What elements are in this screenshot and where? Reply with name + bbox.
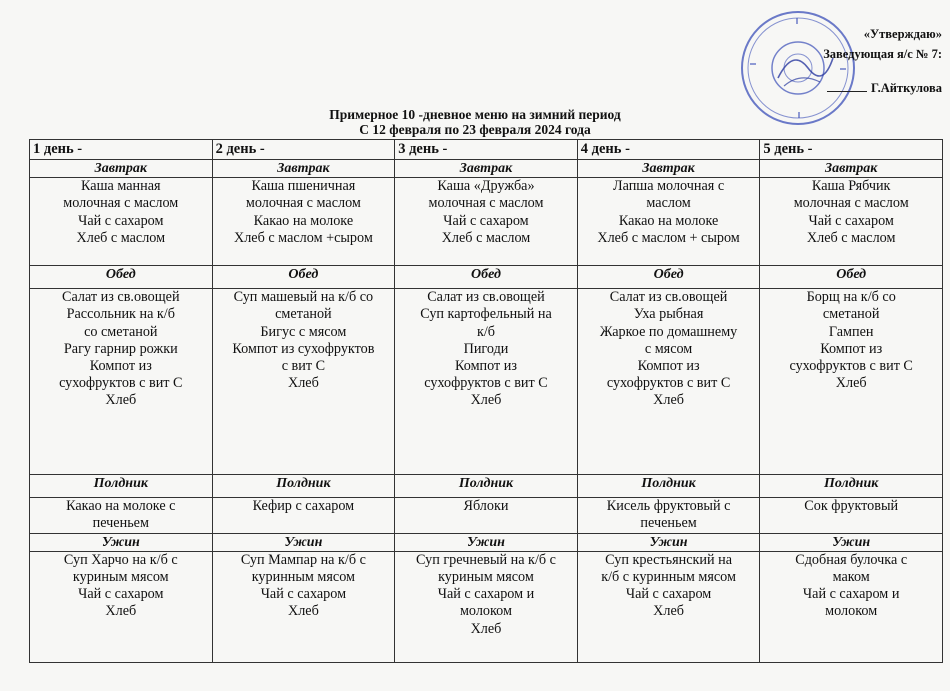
signature-underline [827, 91, 867, 92]
dish-line: Салат из св.овощей [62, 289, 180, 306]
dinner-cell [395, 551, 578, 662]
lunch-cell [577, 289, 760, 475]
dish-line: Гампен [828, 323, 874, 340]
dish-line: Чай с сахаром [78, 586, 164, 603]
dish-line: сухофруктов с вит С [606, 375, 731, 392]
title-line-1: Примерное 10 -дневное меню на зимний период [329, 107, 621, 122]
dish-line: Рассольник на к/б [66, 306, 175, 323]
dish-line: Какао на молоке [618, 212, 719, 229]
dish-line: Хлеб [653, 603, 684, 620]
day-header: 3 день - [395, 140, 578, 160]
dish-line: Салат из св.овощей [427, 289, 545, 306]
dish-line: Хлеб [287, 375, 319, 392]
meal-label: Завтрак [395, 160, 578, 178]
dish-line: Каша пшеничная [251, 178, 356, 195]
dish-line: Рагу гарнир рожки [63, 340, 178, 357]
dish-line: Хлеб с маслом [76, 229, 166, 246]
dish-line: куринным мясом [251, 569, 356, 586]
approval-position: Заведующая я/с № 7: [823, 47, 942, 61]
meal-label: Ужин [395, 533, 578, 551]
dish-line: Компот из [454, 358, 517, 375]
dish-line: Сдобная булочка с [795, 551, 908, 568]
days-header-row [30, 140, 943, 160]
meal-label: Полдник [212, 475, 395, 498]
dish-line: молочная с маслом [793, 195, 909, 212]
dish-line: Компот из [637, 358, 700, 375]
meal-label: Ужин [760, 533, 943, 551]
dish-line: куриным мясом [438, 569, 534, 586]
dish-line: Кефир с сахаром [252, 498, 355, 515]
breakfast-cell [212, 178, 395, 266]
document-title [0, 107, 950, 137]
dish-line: Хлеб [470, 392, 502, 409]
day-header: 1 день - [30, 140, 213, 160]
dish-line: Хлеб с маслом [806, 229, 896, 246]
dish-line: Хлеб [287, 603, 319, 620]
title-line-2: С 12 февраля по 23 февраля 2024 года [359, 122, 591, 137]
dish-line: Кисель фруктовый с [606, 498, 731, 515]
dish-line: Жаркое по домашнему [599, 323, 738, 340]
dish-line: со сметаной [84, 323, 158, 340]
snack-row [30, 498, 943, 533]
dish-line: Суп Мампар на к/б с [240, 551, 366, 568]
meal-row-lunch [30, 266, 943, 289]
dish-line: Чай с сахаром и [437, 586, 535, 603]
meal-row-snack [30, 475, 943, 498]
dish-line: печеньем [640, 515, 697, 532]
dish-line: с мясом [644, 340, 693, 357]
dish-line: сметаной [275, 306, 332, 323]
snack-cell [760, 498, 943, 533]
lunch-cell [760, 289, 943, 475]
meal-row-dinner [30, 533, 943, 551]
meal-label: Завтрак [577, 160, 760, 178]
lunch-row [30, 289, 943, 475]
dish-line: Каша Рябчик [811, 178, 891, 195]
snack-cell [212, 498, 395, 533]
dish-line: Бигус с мясом [260, 323, 347, 340]
dish-line: маком [832, 569, 870, 586]
dish-line: Хлеб с маслом + сыром [597, 229, 740, 246]
meal-label: Ужин [30, 533, 213, 551]
dish-line: сметаной [822, 306, 880, 323]
day-header: 5 день - [760, 140, 943, 160]
dish-line: к/б с куринным мясом [601, 569, 736, 586]
dish-line: Компот из [89, 358, 152, 375]
meal-row-breakfast [30, 160, 943, 178]
meal-label: Полдник [395, 475, 578, 498]
meal-label: Обед [577, 266, 760, 289]
lunch-cell [30, 289, 213, 475]
lunch-cell [395, 289, 578, 475]
dinner-cell [577, 551, 760, 662]
breakfast-cell [760, 178, 943, 266]
dish-line: Суп крестьянский на [605, 551, 733, 568]
dinner-row [30, 551, 943, 662]
snack-cell [30, 498, 213, 533]
lunch-cell [212, 289, 395, 475]
dish-line: Сок фруктовый [804, 498, 899, 515]
dish-line: Салат из св.овощей [609, 289, 728, 306]
dish-line: сухофруктов с вит С [789, 358, 913, 375]
dish-line: Чай с сахаром [260, 586, 347, 603]
dish-line: молочная с маслом [245, 195, 361, 212]
dish-line: Лапша молочная с [612, 178, 725, 195]
dish-line: Какао на молоке [253, 212, 354, 229]
dish-line: Пигоди [463, 340, 509, 357]
meal-label: Завтрак [760, 160, 943, 178]
meal-label: Завтрак [30, 160, 213, 178]
dish-line: Компот из [820, 340, 883, 357]
dish-line: Хлеб [470, 620, 502, 637]
dish-line: Хлеб [835, 375, 867, 392]
snack-cell [577, 498, 760, 533]
meal-label: Полдник [30, 475, 213, 498]
dish-line: Суп машевый на к/б со [233, 289, 374, 306]
dish-line: Каша «Дружба» [437, 178, 535, 195]
approval-signature-line [722, 78, 942, 98]
dish-line: Яблоки [463, 498, 509, 515]
approval-block [722, 24, 942, 98]
dish-line: Хлеб [105, 603, 137, 620]
dish-line: Чай с сахаром [78, 212, 164, 229]
dish-line: молочная с маслом [428, 195, 544, 212]
dinner-cell [212, 551, 395, 662]
dish-line: маслом [646, 195, 691, 212]
breakfast-cell [577, 178, 760, 266]
breakfast-cell [30, 178, 213, 266]
dish-line: печеньем [92, 515, 149, 532]
approval-name: Г.Айткулова [871, 81, 942, 95]
meal-label: Ужин [212, 533, 395, 551]
dish-line: молочная с маслом [63, 195, 179, 212]
dish-line: с вит С [281, 358, 326, 375]
dish-line: Какао на молоке с [66, 498, 176, 515]
dish-line: сухофруктов с вит С [59, 375, 183, 392]
day-header: 4 день - [577, 140, 760, 160]
menu-table [29, 139, 943, 663]
meal-label: Обед [760, 266, 943, 289]
meal-label: Полдник [577, 475, 760, 498]
dish-line: Борщ на к/б со [806, 289, 896, 306]
meal-label: Обед [30, 266, 213, 289]
dish-line: Чай с сахаром [808, 212, 894, 229]
dish-line: Суп Харчо на к/б с [63, 551, 178, 568]
breakfast-row [30, 178, 943, 266]
dish-line: Хлеб [653, 392, 684, 409]
meal-label: Ужин [577, 533, 760, 551]
dish-line: Чай с сахаром [625, 586, 712, 603]
dish-line: Хлеб с маслом +сыром [233, 229, 373, 246]
snack-cell [395, 498, 578, 533]
dish-line: Хлеб с маслом [441, 229, 531, 246]
dish-line: молоком [825, 603, 878, 620]
dish-line: к/б [476, 323, 496, 340]
dish-line: Каша манная [81, 178, 161, 195]
breakfast-cell [395, 178, 578, 266]
meal-label: Завтрак [212, 160, 395, 178]
meal-label: Полдник [760, 475, 943, 498]
dish-line: Суп гречневый на к/б с [416, 551, 556, 568]
dinner-cell [30, 551, 213, 662]
dish-line: Чай с сахаром и [802, 586, 900, 603]
dish-line: сухофруктов с вит С [424, 375, 548, 392]
dish-line: молоком [459, 603, 512, 620]
dish-line: Компот из сухофруктов [232, 340, 375, 357]
dinner-cell [760, 551, 943, 662]
dish-line: Уха рыбная [633, 306, 704, 323]
dish-line: Хлеб [105, 392, 137, 409]
meal-label: Обед [395, 266, 578, 289]
meal-label: Обед [212, 266, 395, 289]
dish-line: куриным мясом [72, 569, 169, 586]
day-header: 2 день - [212, 140, 395, 160]
approval-heading: «Утверждаю» [863, 27, 942, 41]
dish-line: Суп картофельный на [420, 306, 552, 323]
dish-line: Чай с сахаром [443, 212, 529, 229]
